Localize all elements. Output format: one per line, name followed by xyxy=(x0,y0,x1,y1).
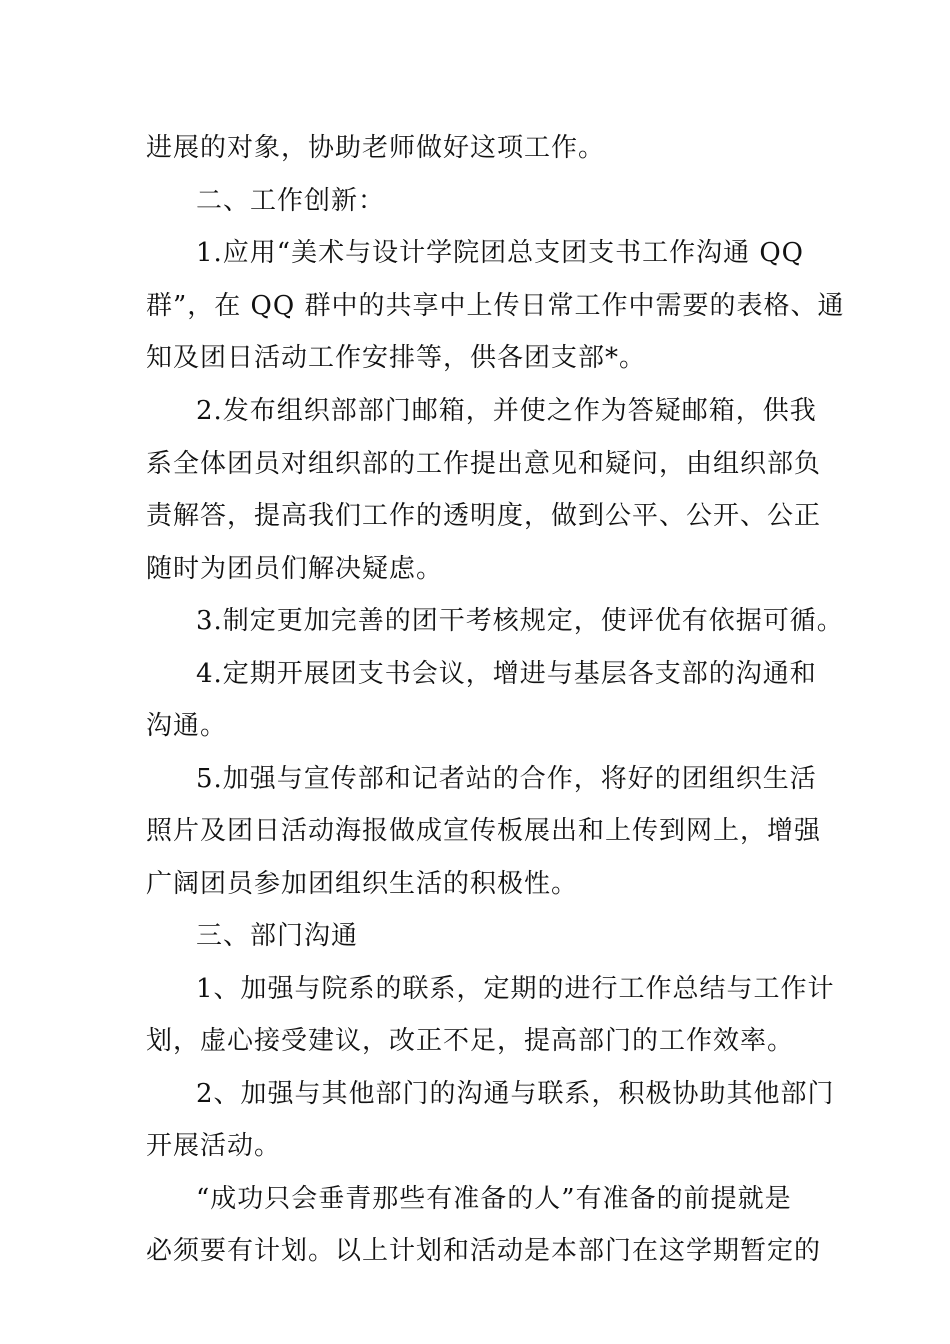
body-line: 进展的对象，协助老师做好这项工作。 xyxy=(146,133,606,163)
body-line: 划，虚心接受建议，改正不足，提高部门的工作效率。 xyxy=(146,1026,795,1056)
body-line: 3.制定更加完善的团干考核规定，使评优有依据可循。 xyxy=(196,606,844,636)
body-line: 责解答，提高我们工作的透明度，做到公平、公开、公正 xyxy=(146,501,822,531)
body-line: 2、加强与其他部门的沟通与联系，积极协助其他部门 xyxy=(196,1079,835,1109)
body-line: 随时为团员们解决疑虑。 xyxy=(146,554,444,584)
section-heading-communication: 三、部门沟通 xyxy=(196,921,359,951)
body-line: 必须要有计划。以上计划和活动是本部门在这学期暂定的 xyxy=(146,1236,822,1266)
body-line: “成功只会垂青那些有准备的人”有准备的前提就是 xyxy=(196,1184,792,1214)
body-line: 知及团日活动工作安排等，供各团支部*。 xyxy=(146,343,647,373)
body-line: 沟通。 xyxy=(146,711,228,741)
section-heading-innovation: 二、工作创新： xyxy=(196,186,386,216)
body-line: 1.应用“美术与设计学院团总支团支书工作沟通 QQ xyxy=(196,238,804,268)
body-line: 广阔团员参加团组织生活的积极性。 xyxy=(146,869,579,899)
body-line: 照片及团日活动海报做成宣传板展出和上传到网上，增强 xyxy=(146,816,822,846)
body-line: 5.加强与宣传部和记者站的合作，将好的团组织生活 xyxy=(196,764,817,794)
body-line: 2.发布组织部部门邮箱，并使之作为答疑邮箱，供我 xyxy=(196,396,817,426)
body-line: 群”，在 QQ 群中的共享中上传日常工作中需要的表格、通 xyxy=(146,291,845,321)
body-line: 开展活动。 xyxy=(146,1131,282,1161)
body-line: 1、加强与院系的联系，定期的进行工作总结与工作计 xyxy=(196,974,835,1004)
body-line: 系全体团员对组织部的工作提出意见和疑问，由组织部负 xyxy=(146,449,822,479)
body-line: 4.定期开展团支书会议，增进与基层各支部的沟通和 xyxy=(196,659,817,689)
